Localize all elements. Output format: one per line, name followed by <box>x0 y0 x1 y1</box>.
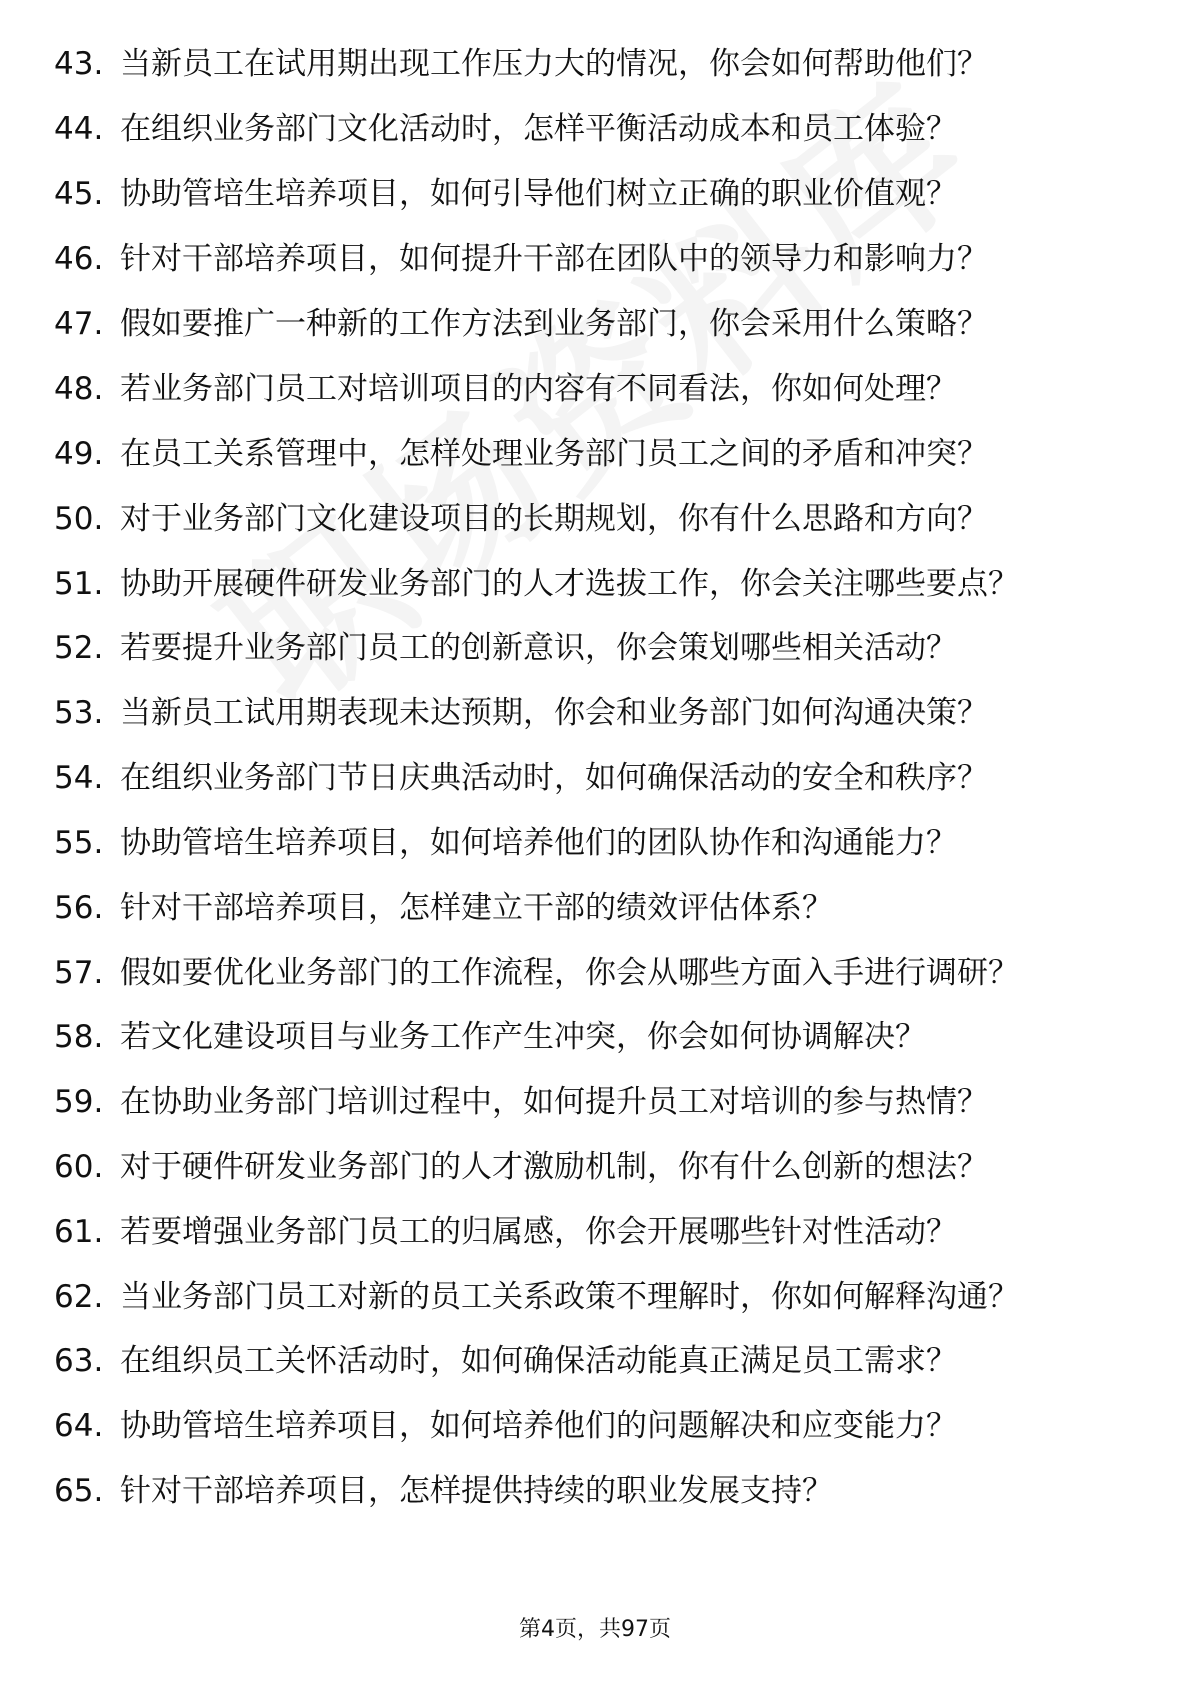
question-item <box>54 111 1134 147</box>
question-item <box>54 1343 1134 1379</box>
question-number: 45. <box>54 176 104 212</box>
question-number: 50. <box>54 501 104 537</box>
question-text: 在组织员工关怀活动时，如何确保活动能真正满足员工需求？ <box>120 1343 957 1379</box>
question-text: 当新员工试用期表现未达预期，你会和业务部门如何沟通决策？ <box>120 695 988 731</box>
question-text: 若文化建设项目与业务工作产生冲突，你会如何协调解决？ <box>120 1019 926 1055</box>
question-item <box>54 436 1134 472</box>
question-number: 48. <box>54 371 104 407</box>
question-text: 协助管培生培养项目，如何培养他们的团队协作和沟通能力？ <box>120 825 957 861</box>
question-text: 协助管培生培养项目，如何培养他们的问题解决和应变能力？ <box>120 1408 957 1444</box>
question-item <box>54 566 1134 602</box>
question-number: 64. <box>54 1408 104 1444</box>
question-item <box>54 176 1134 212</box>
question-text: 假如要推广一种新的工作方法到业务部门，你会采用什么策略？ <box>120 306 988 342</box>
question-text: 当业务部门员工对新的员工关系政策不理解时，你如何解释沟通？ <box>120 1279 1019 1315</box>
question-text: 协助管培生培养项目，如何引导他们树立正确的职业价值观？ <box>120 176 957 212</box>
question-item <box>54 1019 1134 1055</box>
question-item <box>54 1149 1134 1185</box>
question-text: 针对干部培养项目，怎样建立干部的绩效评估体系？ <box>120 890 833 926</box>
question-number: 53. <box>54 695 104 731</box>
question-text: 若业务部门员工对培训项目的内容有不同看法，你如何处理？ <box>120 371 957 407</box>
question-number: 58. <box>54 1019 104 1055</box>
question-item <box>54 501 1134 537</box>
question-number: 44. <box>54 111 104 147</box>
question-number: 46. <box>54 241 104 277</box>
question-item <box>54 46 1134 82</box>
question-number: 60. <box>54 1149 104 1185</box>
question-number: 56. <box>54 890 104 926</box>
page-number: 第4页，共97页 <box>519 1617 671 1642</box>
question-list <box>54 46 1134 1538</box>
question-item <box>54 1408 1134 1444</box>
question-text: 当新员工在试用期出现工作压力大的情况，你会如何帮助他们？ <box>120 46 988 82</box>
question-number: 52. <box>54 630 104 666</box>
question-number: 62. <box>54 1279 104 1315</box>
question-number: 57. <box>54 955 104 991</box>
page-footer <box>0 1616 1190 1644</box>
question-number: 55. <box>54 825 104 861</box>
question-item <box>54 1279 1134 1315</box>
question-item <box>54 760 1134 796</box>
question-text: 在员工关系管理中，怎样处理业务部门员工之间的矛盾和冲突？ <box>120 436 988 472</box>
question-number: 65. <box>54 1473 104 1509</box>
question-number: 49. <box>54 436 104 472</box>
question-number: 51. <box>54 566 104 602</box>
question-number: 47. <box>54 306 104 342</box>
question-text: 协助开展硬件研发业务部门的人才选拔工作，你会关注哪些要点？ <box>120 566 1019 602</box>
question-text: 针对干部培养项目，如何提升干部在团队中的领导力和影响力？ <box>120 241 988 277</box>
question-item <box>54 306 1134 342</box>
question-number: 63. <box>54 1343 104 1379</box>
question-item <box>54 371 1134 407</box>
question-item <box>54 630 1134 666</box>
question-text: 在组织业务部门文化活动时，怎样平衡活动成本和员工体验？ <box>120 111 957 147</box>
question-text: 对于硬件研发业务部门的人才激励机制，你有什么创新的想法？ <box>120 1149 988 1185</box>
question-text: 在协助业务部门培训过程中，如何提升员工对培训的参与热情？ <box>120 1084 988 1120</box>
question-text: 若要提升业务部门员工的创新意识，你会策划哪些相关活动？ <box>120 630 957 666</box>
question-item <box>54 890 1134 926</box>
question-item <box>54 695 1134 731</box>
question-number: 43. <box>54 46 104 82</box>
question-item <box>54 825 1134 861</box>
question-item <box>54 955 1134 991</box>
question-item <box>54 1084 1134 1120</box>
question-number: 54. <box>54 760 104 796</box>
question-text: 针对干部培养项目，怎样提供持续的职业发展支持？ <box>120 1473 833 1509</box>
question-item <box>54 1214 1134 1250</box>
question-text: 在组织业务部门节日庆典活动时，如何确保活动的安全和秩序？ <box>120 760 988 796</box>
question-item <box>54 241 1134 277</box>
question-text: 假如要优化业务部门的工作流程，你会从哪些方面入手进行调研？ <box>120 955 1019 991</box>
question-number: 59. <box>54 1084 104 1120</box>
question-text: 若要增强业务部门员工的归属感，你会开展哪些针对性活动？ <box>120 1214 957 1250</box>
question-text: 对于业务部门文化建设项目的长期规划，你有什么思路和方向？ <box>120 501 988 537</box>
question-item <box>54 1473 1134 1509</box>
question-number: 61. <box>54 1214 104 1250</box>
